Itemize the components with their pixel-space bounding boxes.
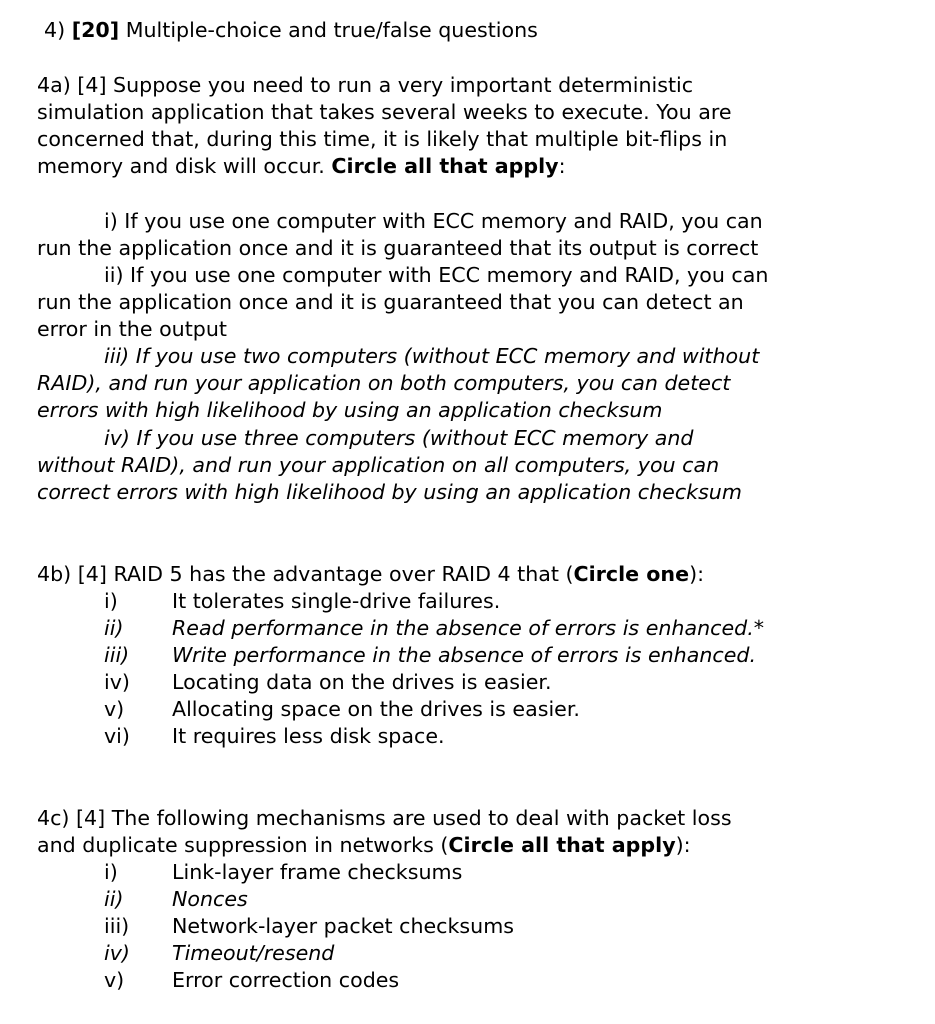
option-number: ii)	[104, 616, 124, 640]
option-number: v)	[104, 968, 125, 992]
option-text: Write performance in the absence of errors is enhanced.	[172, 643, 757, 667]
q4a-option-iv-line-3[interactable]: correct errors with high likelihood by using an application checksum	[37, 480, 742, 504]
q4b-option-i[interactable]	[104, 588, 500, 615]
option-number: iii)	[104, 643, 130, 667]
q4b-stem	[37, 561, 704, 588]
q4b-stem-text: 4b) [4] RAID 5 has the advantage over RAID 4 that (	[37, 562, 574, 586]
option-number: iii)	[104, 914, 130, 938]
q4b-instruction: Circle one	[573, 562, 690, 586]
q4c-instruction: Circle all that apply	[448, 833, 676, 857]
q4a-stem-line-1: 4a) [4] Suppose you need to run a very important deterministic	[37, 73, 694, 97]
option-text: Network-layer packet checksums	[172, 914, 514, 938]
option-number: iv)	[104, 941, 130, 965]
q4c-stem-line-2	[37, 832, 691, 859]
answer-mark: *	[753, 616, 765, 640]
option-number: i)	[104, 860, 118, 884]
q4b-option-vi[interactable]	[104, 723, 445, 750]
q4c-stem-end: ):	[675, 833, 691, 857]
q4a-colon: :	[558, 154, 566, 178]
q4a-option-i-line-2[interactable]: run the application once and it is guaranteed that its output is correct	[37, 236, 759, 260]
q4c-stem-text: and duplicate suppression in networks (	[37, 833, 449, 857]
q4b-stem-end: ):	[689, 562, 705, 586]
q4a-option-ii-line-2[interactable]: run the application once and it is guaranteed that you can detect an	[37, 290, 744, 314]
q4a-option-ii-line-1[interactable]: ii) If you use one computer with ECC memory and RAID, you can	[104, 263, 769, 287]
q4c-stem-line-1: 4c) [4] The following mechanisms are used to deal with packet loss	[37, 806, 732, 830]
q4c-option-ii[interactable]	[104, 886, 248, 913]
option-text: Timeout/resend	[172, 941, 335, 965]
option-number: v)	[104, 697, 125, 721]
heading-text: Multiple-choice and true/false questions	[119, 18, 538, 42]
q4a-stem-text: memory and disk will occur.	[37, 154, 332, 178]
q4a-stem-line-4	[37, 153, 566, 180]
q4c-option-iv[interactable]	[104, 940, 334, 967]
option-number: vi)	[104, 724, 130, 748]
q4b-option-iii[interactable]	[104, 642, 756, 669]
q4a-option-i-line-1[interactable]: i) If you use one computer with ECC memory and RAID, you can	[104, 209, 763, 233]
q4b-option-iv[interactable]	[104, 669, 552, 696]
q4c-option-v[interactable]	[104, 967, 399, 994]
q4a-stem-line-3: concerned that, during this time, it is likely that multiple bit-flips in	[37, 127, 728, 151]
q4a-option-iv-line-1[interactable]: iv) If you use three computers (without ECC memory and	[104, 426, 694, 450]
option-text: It requires less disk space.	[172, 724, 445, 748]
q4a-option-iii-line-3[interactable]: errors with high likelihood by using an application checksum	[37, 398, 663, 422]
option-text: It tolerates single-drive failures.	[172, 589, 501, 613]
q4b-option-ii[interactable]	[104, 615, 764, 642]
q4b-option-v[interactable]	[104, 696, 580, 723]
option-text: Locating data on the drives is easier.	[172, 670, 552, 694]
option-number: ii)	[104, 887, 124, 911]
q4a-stem-line-2: simulation application that takes several weeks to execute. You are	[37, 100, 732, 124]
q4c-option-iii[interactable]	[104, 913, 514, 940]
heading-points: [20]	[71, 18, 120, 42]
q4a-option-ii-line-3[interactable]: error in the output	[37, 317, 227, 341]
question-4-heading	[44, 17, 538, 44]
option-text: Allocating space on the drives is easier.	[172, 697, 580, 721]
q4c-option-i[interactable]	[104, 859, 462, 886]
q4a-option-iii-line-2[interactable]: RAID), and run your application on both computers, you can detect	[37, 371, 731, 395]
option-number: iv)	[104, 670, 130, 694]
q4a-option-iv-line-2[interactable]: without RAID), and run your application on all computers, you can	[37, 453, 720, 477]
option-text: Nonces	[172, 887, 248, 911]
heading-prefix: 4)	[44, 18, 72, 42]
q4a-instruction: Circle all that apply	[331, 154, 559, 178]
q4a-option-iii-line-1[interactable]: iii) If you use two computers (without ECC memory and without	[104, 344, 760, 368]
option-text: Error correction codes	[172, 968, 400, 992]
option-text: Link-layer frame checksums	[172, 860, 463, 884]
option-number: i)	[104, 589, 118, 613]
option-text: Read performance in the absence of errors is enhanced.	[172, 616, 754, 640]
